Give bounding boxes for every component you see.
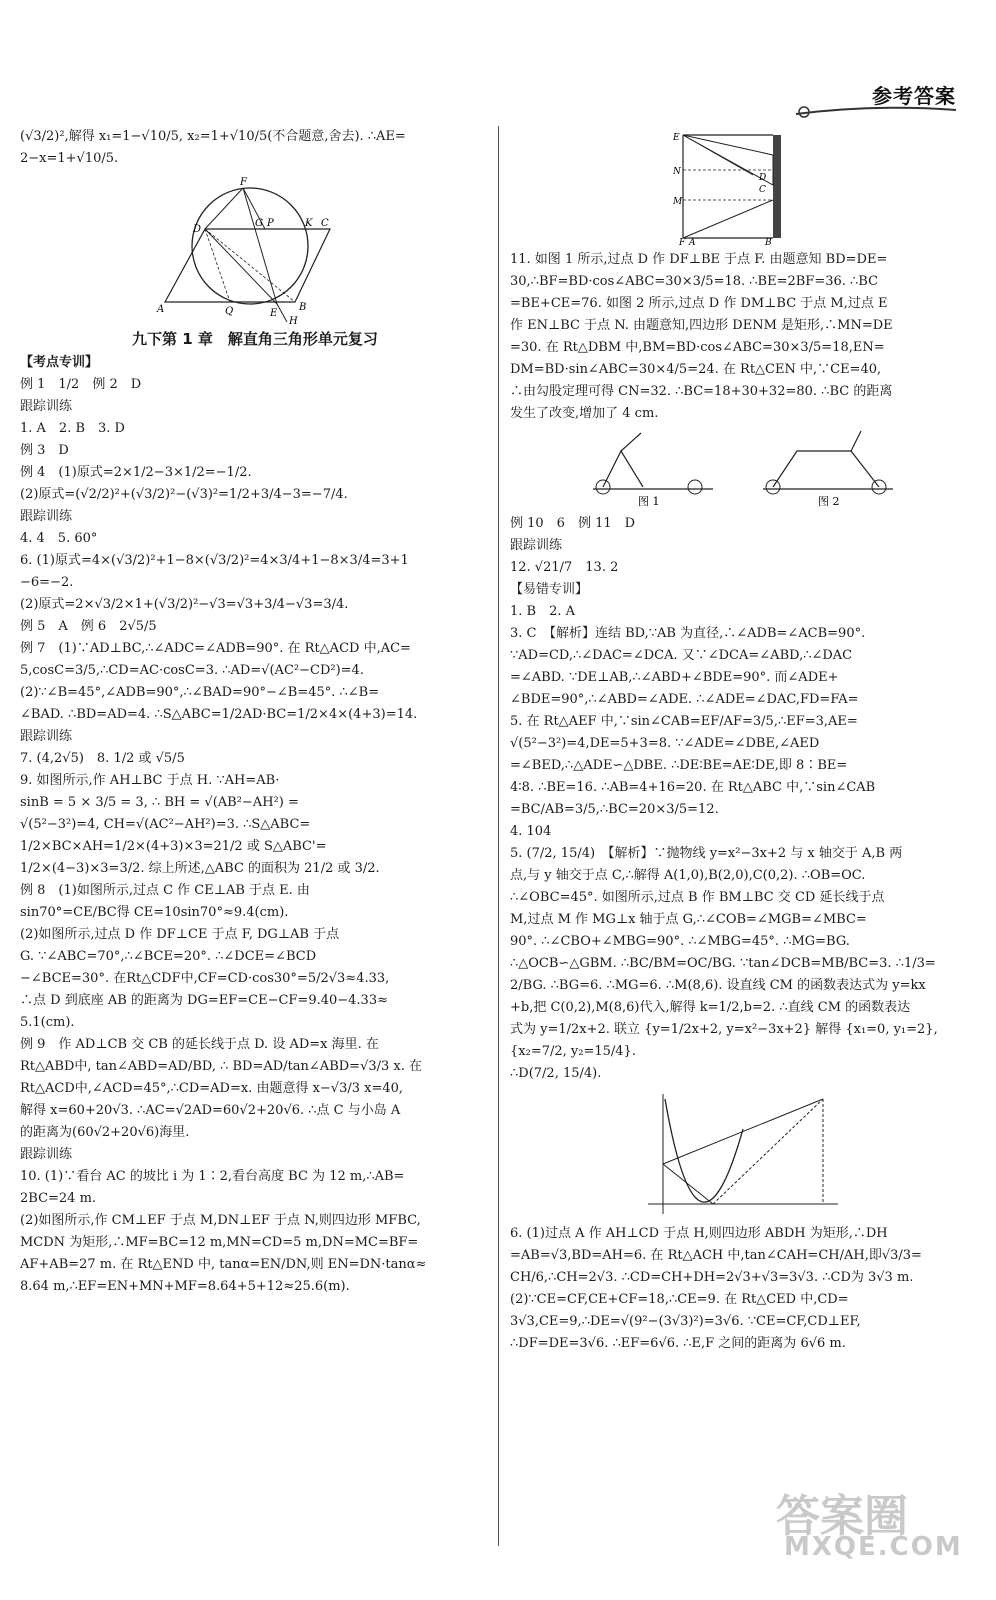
point-label: E [673,133,680,143]
answer-line: 作 EN⊥BC 于点 N. 由题意知,四边形 DENM 是矩形,∴MN=DE [510,318,893,333]
right-answer-lines-11 [510,249,976,425]
answer-line: (2)∵CE=CF,CE+CF=18,∴CE=9. 在 Rt△CED 中,CD= [510,1292,849,1307]
answer-line: 3. C 【解析】连结 BD,∵AB 为直径,∴∠ADB=∠ACB=90°. [510,626,866,641]
point-label: N [673,167,681,177]
answer-line: (2)如图所示,过点 D 作 DF⊥CE 于点 F, DG⊥AB 于点 [20,927,340,942]
answer-line: 5. 在 Rt△AEF 中,∵sin∠CAB=EF/AF=3/5,∴EF=3,AE= [510,714,858,729]
answer-line: ∴∠OBC=45°. 如图所示,过点 B 作 BM⊥BC 交 CD 延长线于点 [510,890,885,905]
answer-line: 1. A 2. B 3. D [20,421,125,436]
answer-line: =BE+CE=76. 如图 2 所示,过点 D 作 DM⊥BC 于点 M,过点 E [510,296,888,311]
point-label: B [765,238,772,245]
answer-line: M,过点 M 作 MG⊥x 轴于点 G,∴∠COB=∠MGB=∠MBC= [510,912,867,927]
parabola-figure [643,1089,843,1219]
answer-line: 10. (1)∵看台 AC 的坡比 i 为 1∶2,看台高度 BC 为 12 m,∴AB= [20,1169,405,1184]
answer-line: ∠BAD. ∴BD=AD=4. ∴S△ABC=1/2AD·BC=1/2×4×(4+3)=14. [20,707,418,722]
answer-line: =AB=√3,BD=AH=6. 在 Rt△ACH 中,tan∠CAH=CH/AH,即√3/3= [510,1248,922,1263]
answer-line: √(5²−3²)=4,DE=5+3=8. ∵∠ADE=∠DBE,∠AED [510,736,820,751]
answer-line: 的距离为(60√2+20√6)海里. [20,1125,190,1140]
right-column [510,126,976,1355]
watermark-text: 答案圈 [776,1491,908,1542]
answer-line: ∠BDE=90°,∴∠ABD=∠ADE. ∴∠ADE=∠DAC,FD=FA= [510,692,859,707]
point-label: G [255,218,263,229]
intro-line: (√3/2)²,解得 x₁=1−√10/5, x₂=1+√10/5(不合题意,舍去). ∴AE= [20,129,406,144]
answer-line: 1. B 2. A [510,604,576,619]
answer-line: Rt△ACD中,∠ACD=45°,∴CD=AD=x. 由题意得 x−√3/3 x=40, [20,1081,404,1096]
answer-line: 跟踪训练 [20,509,73,524]
answer-line: 跟踪训练 [20,729,73,744]
point-label: F [679,238,686,245]
answer-line: −6=−2. [20,575,74,590]
answer-line: 例 1 1/2 例 2 D [20,377,142,392]
fig1-caption: 图 1 [638,495,660,508]
answer-line: 9. 如图所示,作 AH⊥BC 于点 H. ∵AH=AB· [20,773,280,788]
answer-line: 例 8 (1)如图所示,过点 C 作 CE⊥AB 于点 E. 由 [20,883,310,898]
left-answer-lines [20,374,490,1298]
answer-line: G. ∵∠ABC=70°,∴∠BCE=20°. ∴∠DCE=∠BCD [20,949,317,964]
device-figures [583,429,903,509]
stadium-figure [673,130,813,245]
answer-line: 1/2×BC×AH=1/2×(4+3)×3=21/2 或 S△ABC'= [20,839,327,854]
answer-line: CH/6,∴CH=2√3. ∴CD=CH+DH=2√3+√3=3√3. ∴CD为 3√3 m. [510,1270,914,1285]
answer-line: ∴D(7/2, 15/4). [510,1066,602,1081]
answer-line: 90°. ∴∠CBO+∠MBG=90°. ∴∠MBG=45°. ∴MG=BG. [510,934,850,949]
point-label: B [299,302,307,313]
answer-line: ∵AD=CD,∴∠DAC=∠DCA. 又∵∠DCA=∠ABD,∴∠DAC [510,648,853,663]
answer-line: 6. (1)原式=4×(√3/2)²+1−8×(√3/2)²=4×3/4+1−8×3/4=3+1 [20,553,409,568]
answer-line: MCDN 为矩形,∴MF=BC=12 m,MN=CD=5 m,DN=MC=BF= [20,1235,419,1250]
subsection-heading: 【考点专训】 [20,355,99,370]
answer-line: (2)原式=2×√3/2×1+(√3/2)²−√3=√3+3/4−√3=3/4. [20,597,349,612]
answer-line: 4∶8. ∴BE=16. ∴AB=4+16=20. 在 Rt△ABC 中,∵sin∠CAB [510,780,876,795]
point-label: Q [225,306,234,317]
answer-line: sinB = 5 × 3/5 = 3, ∴ BH = √(AB²−AH²) = [20,795,299,810]
answer-line: DM=BD·sin∠ABC=30×4/5=24. 在 Rt△CEN 中,∵CE=40, [510,362,882,377]
answer-line: 5.1(cm). [20,1015,75,1030]
answer-line: ∴由勾股定理可得 CN=32. ∴BC=18+30+32=80. ∴BC 的距离 [510,384,893,399]
answer-line: 跟踪训练 [20,1147,73,1162]
answer-line: 4. 4 5. 60° [20,531,98,546]
watermark-logo [776,1480,976,1570]
point-label: H [289,316,298,324]
answer-line: −∠BCE=30°. 在Rt△CDF中,CF=CD·cos30°=5/2√3≈4.33, [20,971,390,986]
point-label: E [270,308,278,319]
answer-line: (2)如图所示,作 CM⊥EF 于点 M,DN⊥EF 于点 N,则四边形 MFBC, [20,1213,421,1228]
answer-line: =BC/AB=3/5,∴BC=20×3/5=12. [510,802,719,817]
answer-line: =∠ABD. ∵DE⊥AB,∴∠ABD+∠BDE=90°. 而∠ADE+ [510,670,839,685]
right-answer-lines [510,513,976,1085]
answer-line: 发生了改变,增加了 4 cm. [510,406,659,421]
answer-line: 1/2×(4−3)×3=3/2. 综上所述,△ABC 的面积为 21/2 或 3/2. [20,861,380,876]
answer-line: 6. (1)过点 A 作 AH⊥CD 于点 H,则四边形 ABDH 为矩形,∴DH [510,1226,888,1241]
point-label: C [321,218,329,229]
intro-line: 2−x=1+√10/5. [20,151,119,166]
answer-line: 5. (7/2, 15/4) 【解析】∵抛物线 y=x²−3x+2 与 x 轴交于 A,B 两 [510,846,903,861]
answer-line: =∠BED,∴△ADE∽△DBE. ∴DE∶BE=AE∶DE,即 8∶BE= [510,758,848,773]
answer-key-badge: 参考答案 [872,84,956,108]
answer-line: 跟踪训练 [510,538,563,553]
answer-line: 例 3 D [20,443,69,458]
answer-line: √(5²−3²)=4, CH=√(AC²−AH²)=3. ∴S△ABC= [20,817,311,832]
fig2-caption: 图 2 [818,495,840,508]
answer-line: 例 5 A 例 6 2√5/5 [20,619,157,634]
point-label: A [157,304,165,315]
answer-line: 8.64 m,∴EF=EN+MN+MF=8.64+5+12≈25.6(m). [20,1279,350,1294]
answer-line: 例 4 (1)原式=2×1/2−3×1/2=−1/2. [20,465,252,480]
header-swoosh-icon [796,104,956,118]
right-answer-lines-6 [510,1223,976,1355]
answer-line: 点,与 y 轴交于点 C,∴解得 A(1,0),B(2,0),C(0,2). ∴OB=OC. [510,868,866,883]
answer-line: 2/BG. ∴BG=6. ∴MG=6. ∴M(8,6). 设直线 CM 的函数表达式为 y=kx [510,978,926,993]
answer-line: 式为 y=1/2x+2. 联立 {y=1/2x+2, y=x²−3x+2} 解得 {x₁=0, y₁=2}, {x₂=7/2, y₂=15/4}. [510,1022,942,1059]
point-label: D [759,173,767,183]
answer-line: 30,∴BF=BD·cos∠ABC=30×3/5=18. ∴BE=2BF=36. ∴BC [510,274,879,289]
point-label: M [673,197,683,207]
answer-line: ∴点 D 到底座 AB 的距离为 DG=EF=CE−CF=9.40−4.33≈ [20,993,388,1008]
left-column [20,126,490,1298]
answer-line: ∴DF=DE=3√6. ∴EF=6√6. ∴E,F 之间的距离为 6√6 m. [510,1336,846,1351]
answer-line: AF+AB=27 m. 在 Rt△END 中, tanα=EN/DN,则 EN=DN·tanα≈ [20,1257,427,1272]
answer-line: (2)原式=(√2/2)²+(√3/2)²−(√3)²=1/2+3/4−3=−7/4. [20,487,348,502]
answer-line: 5,cosC=3/5,∴CD=AC·cosC=3. ∴AD=√(AC²−CD²)=4. [20,663,364,678]
point-label: C [759,185,766,195]
answer-line: 11. 如图 1 所示,过点 D 作 DF⊥BE 于点 F. 由题意知 BD=DE= [510,252,888,267]
answer-line: 例 10 6 例 11 D [510,516,636,531]
answer-line: 2BC=24 m. [20,1191,97,1206]
answer-line: Rt△ABD中, tan∠ABD=AD/BD, ∴ BD=AD/tan∠ABD=√3/3 x. 在 [20,1059,422,1074]
answer-line: sin70°=CE/BC得 CE=10sin70°≈9.4(cm). [20,905,289,920]
section-title: 九下第 1 章 解直角三角形单元复习 [132,330,378,348]
answer-line: +b,把 C(0,2),M(8,6)代入,解得 k=1/2,b=2. ∴直线 CM 的函数表达 [510,1000,911,1015]
answer-line: 【易错专训】 [510,582,589,597]
answer-line: 解得 x=60+20√3. ∴AC=√2AD=60√2+20√6. ∴点 C 与小岛 A [20,1103,401,1118]
answer-line: 12. √21/7 13. 2 [510,560,619,575]
column-divider [498,126,499,1546]
answer-line: 3√3,CE=9,∴DE=√(9²−(3√3)²)=3√6. ∵CE=CF,CD⊥EF, [510,1314,861,1329]
answer-line: 跟踪训练 [20,399,73,414]
answer-line: =30. 在 Rt△DBM 中,BM=BD·cos∠ABC=30×3/5=18,EN= [510,340,885,355]
answer-line: 例 9 作 AD⊥CB 交 CB 的延长线于点 D. 设 AD=x 海里. 在 [20,1037,379,1052]
circle-figure [155,174,355,324]
watermark-url: MXQE.COM [784,1532,963,1562]
point-label: K [305,218,313,229]
page-header [796,80,956,116]
answer-line: 4. 104 [510,824,552,839]
answer-line: 7. (4,2√5) 8. 1/2 或 √5/5 [20,751,185,766]
point-label: F [240,177,247,188]
point-label: A [689,238,696,245]
answer-line: ∴△OCB∽△GBM. ∴BC/BM=OC/BG. ∵tan∠DCB=MB/BC=3. ∴1/3= [510,956,936,971]
answer-line: (2)∵∠B=45°,∠ADB=90°,∴∠BAD=90°−∠B=45°. ∴∠B= [20,685,380,700]
point-label: P [267,218,274,229]
answer-line: 例 7 (1)∵AD⊥BC,∴∠ADC=∠ADB=90°. 在 Rt△ACD 中,AC= [20,641,411,656]
point-label: D [193,224,202,235]
